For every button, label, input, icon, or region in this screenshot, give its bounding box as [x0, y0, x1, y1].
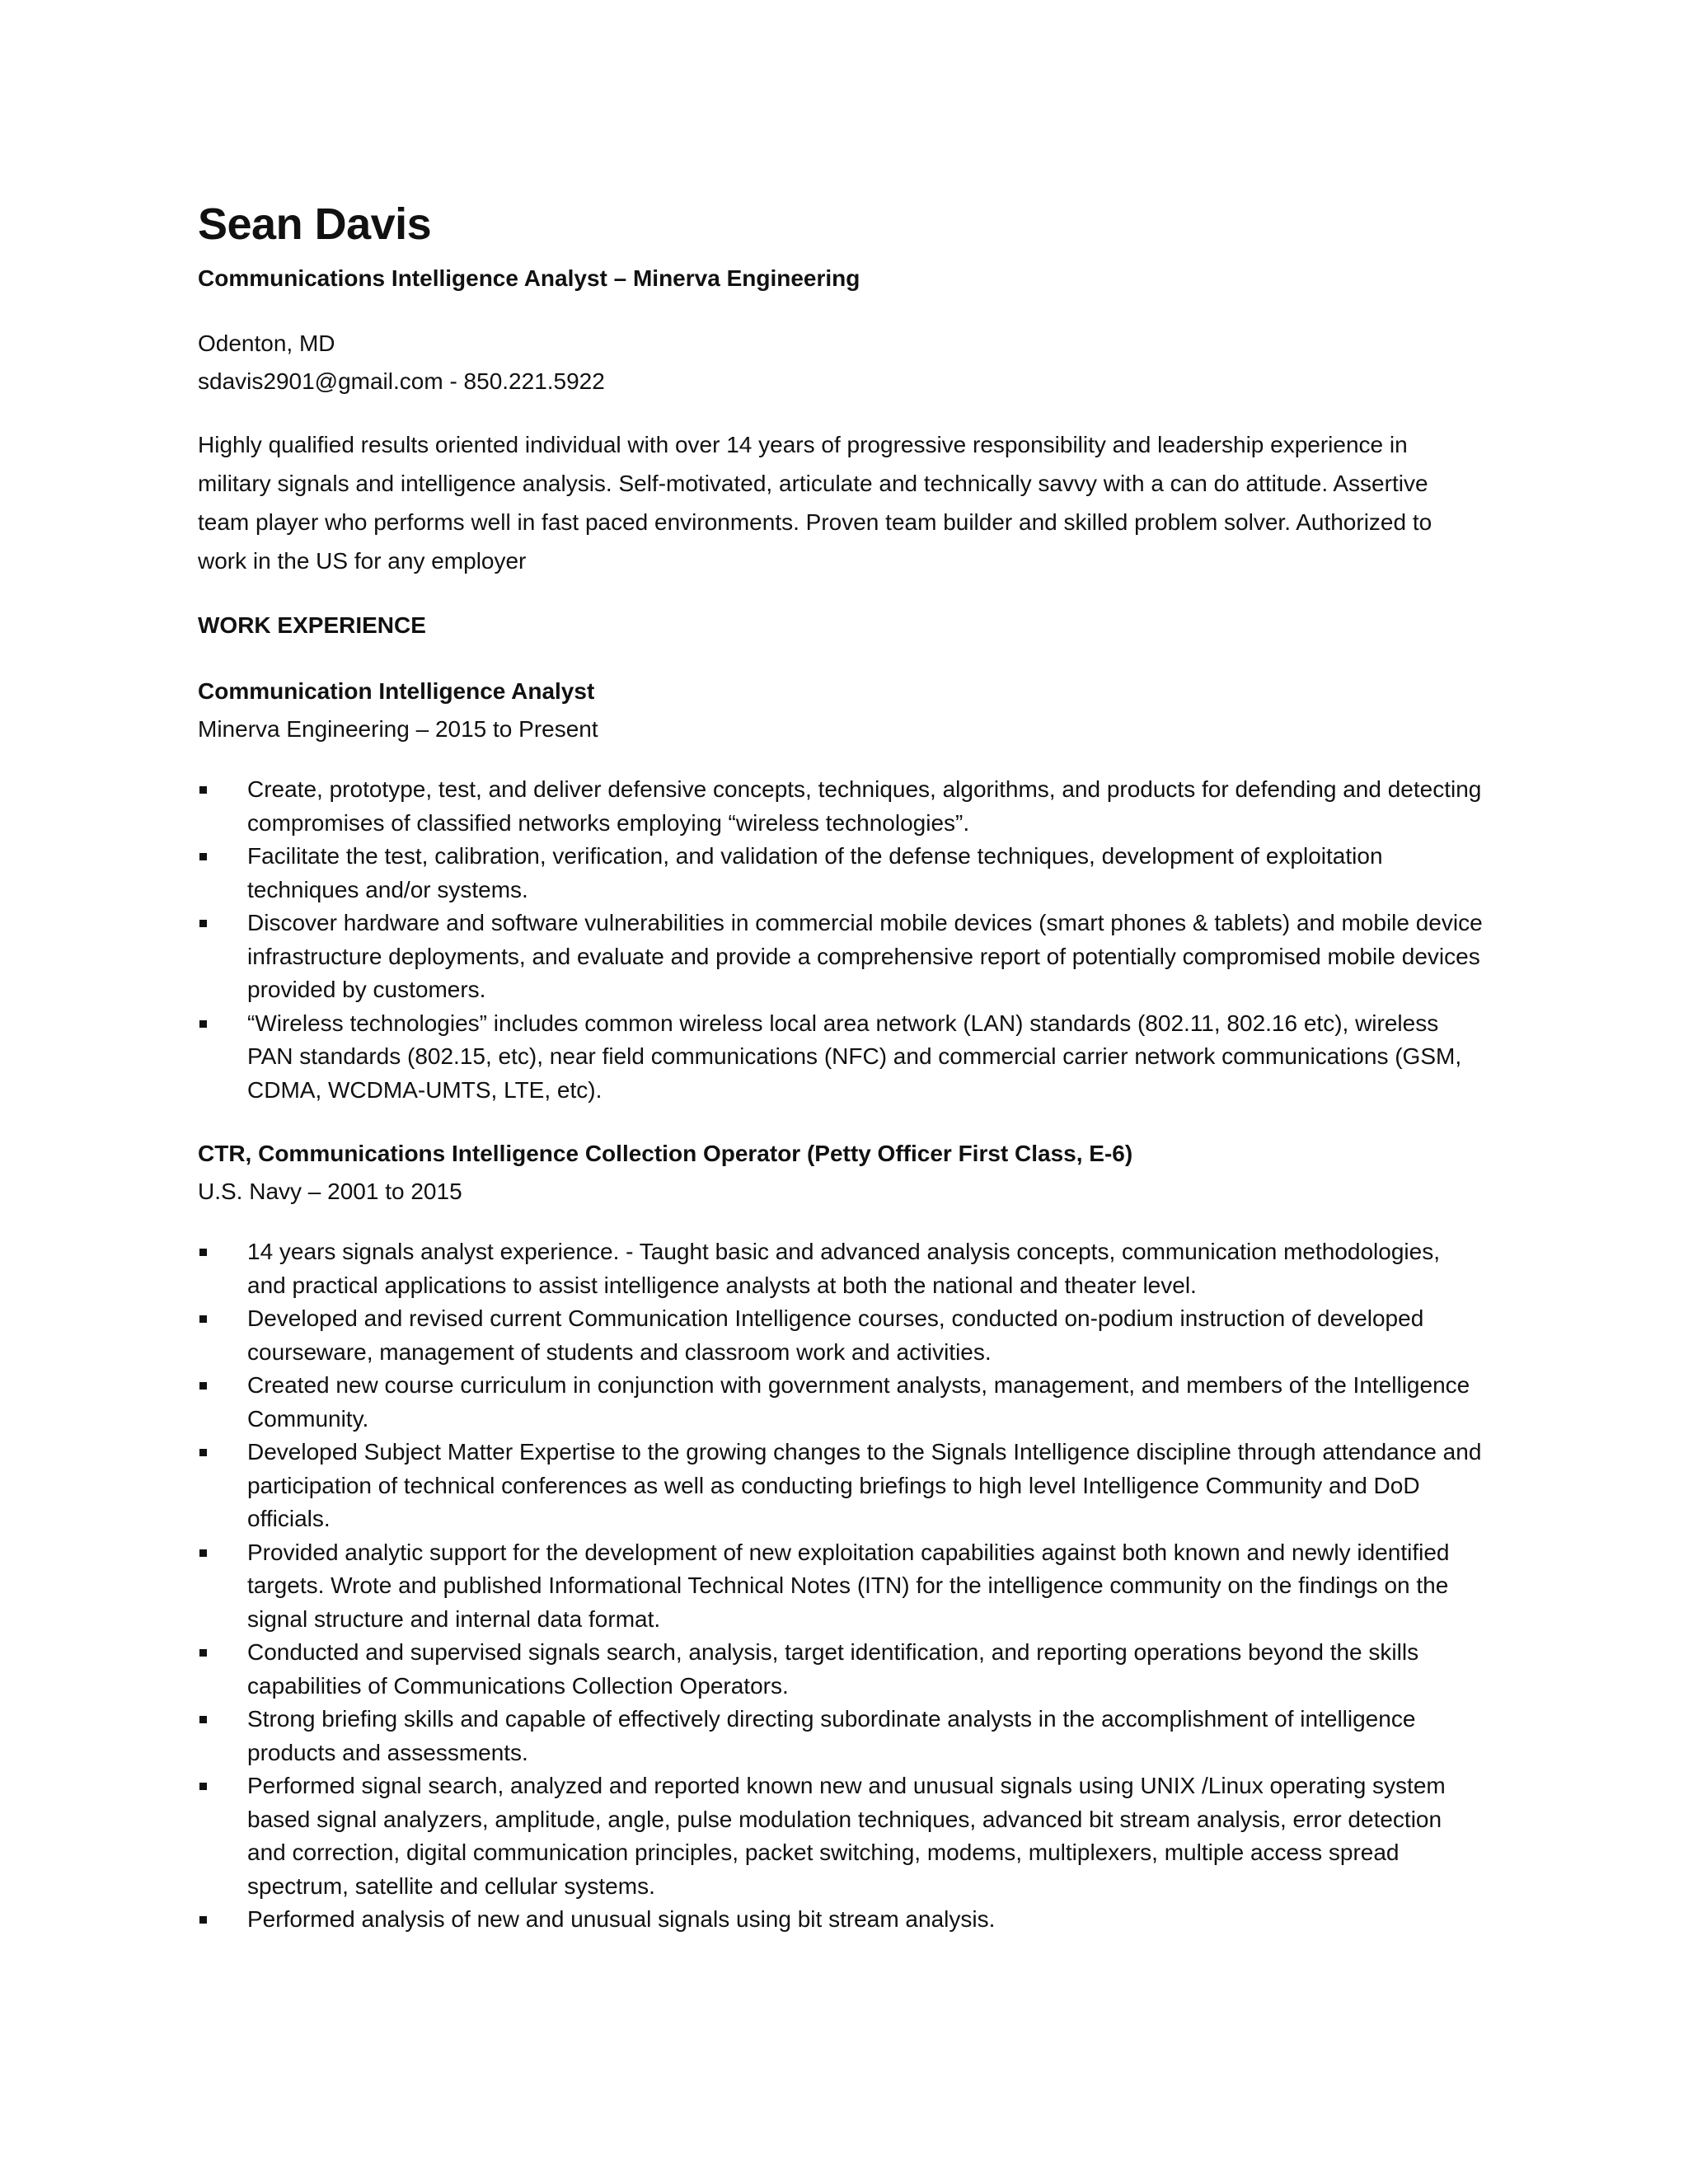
job-bullet-text: Provided analytic support for the development of new exploitation capabilities against both known and newly identified targets. Wrote and published Informational Technical Notes (ITN) for the intelligence community on the findings on the signal structure and internal data format. [247, 1539, 1450, 1632]
job-bullet-text: “Wireless technologies” includes common wireless local area network (LAN) standards (802.11, 802.16 etc), wireless PAN standards (802.15, etc), near field communications (NFC) and commercial carrier network communications (GSM, CDMA, WCDMA-UMTS, LTE, etc). [247, 1010, 1462, 1103]
job-employer-dates: U.S. Navy – 2001 to 2015 [198, 1179, 462, 1204]
job-employer-dates: Minerva Engineering – 2015 to Present [198, 716, 598, 742]
job-title: CTR, Communications Intelligence Collection Operator (Petty Officer First Class, E-6) [198, 1141, 1133, 1166]
bullet-square-icon [199, 1020, 207, 1028]
bullet-square-icon [199, 1649, 207, 1657]
job-bullet-text: Performed signal search, analyzed and reported known new and unusual signals using UNIX /Linux operating system based signal analyzers, amplitude, angle, pulse modulation techniques, advanced bit stream analysis, error detection and correction, digital communication principles, packet switching, modems, multiplexers, multiple access spread spectrum, satellite and cellular systems. [247, 1773, 1446, 1899]
contact-location: Odenton, MD [198, 330, 335, 356]
section-title-work-experience: WORK EXPERIENCE [198, 612, 426, 638]
summary-paragraph: Highly qualified results oriented individual with over 14 years of progressive responsibility and leadership experience in military signals and intelligence analysis. Self-motivated, articulate and technically savvy with a can do attitude. Assertive team player who performs well in fast paced environments. Proven team builder and skilled problem solver. Authorized to work in the US for any employer [198, 432, 1432, 574]
job-entry [198, 1135, 1484, 1937]
bullet-square-icon [199, 1315, 207, 1323]
resume-name: Sean Davis [198, 199, 432, 249]
resume-headline: Communications Intelligence Analyst – Minerva Engineering [198, 265, 860, 291]
job-entry [198, 673, 1484, 1107]
bullet-square-icon [199, 1382, 207, 1390]
resume-page [198, 198, 1484, 1937]
job-bullet [198, 1769, 1484, 1903]
bullet-square-icon [199, 786, 207, 794]
bullet-square-icon [199, 1449, 207, 1456]
job-bullet [198, 907, 1484, 1007]
bullet-square-icon [199, 1716, 207, 1723]
job-title: Communication Intelligence Analyst [198, 678, 595, 704]
job-bullet-list [198, 1235, 1484, 1937]
job-bullet-list [198, 773, 1484, 1107]
job-bullet [198, 773, 1484, 840]
job-bullet [198, 1536, 1484, 1637]
job-bullet-text: Create, prototype, test, and deliver defensive concepts, techniques, algorithms, and products for defending and detecting compromises of classified networks employing “wireless technologies”. [247, 776, 1482, 836]
bullet-square-icon [199, 853, 207, 860]
job-bullet [198, 1436, 1484, 1536]
bullet-square-icon [199, 1549, 207, 1557]
bullet-square-icon [199, 1783, 207, 1790]
job-bullet [198, 1703, 1484, 1769]
job-bullet [198, 1903, 1484, 1937]
job-bullet-text: Facilitate the test, calibration, verification, and validation of the defense techniques, development of exploitation techniques and/or systems. [247, 843, 1383, 902]
job-bullet-text: Created new course curriculum in conjunction with government analysts, management, and members of the Intelligence Community. [247, 1372, 1470, 1432]
contact-email-phone: sdavis2901@gmail.com - 850.221.5922 [198, 368, 605, 394]
job-bullet [198, 1369, 1484, 1436]
job-bullet [198, 1235, 1484, 1302]
bullet-square-icon [199, 920, 207, 927]
job-bullet-text: Strong briefing skills and capable of effectively directing subordinate analysts in the accomplishment of intelligence products and assessments. [247, 1706, 1416, 1765]
bullet-square-icon [199, 1916, 207, 1924]
job-bullet-text: Conducted and supervised signals search, analysis, target identification, and reporting operations beyond the skills capabilities of Communications Collection Operators. [247, 1639, 1419, 1699]
job-bullet [198, 1302, 1484, 1369]
job-bullet [198, 1636, 1484, 1703]
bullet-square-icon [199, 1249, 207, 1256]
job-bullet-text: Developed and revised current Communication Intelligence courses, conducted on-podium instruction of developed courseware, management of students and classroom work and activities. [247, 1305, 1424, 1365]
job-bullet-text: Discover hardware and software vulnerabilities in commercial mobile devices (smart phones & tablets) and mobile device infrastructure deployments, and evaluate and provide a comprehensive report of potentially compromised mobile devices provided by customers. [247, 910, 1483, 1002]
contact-block [198, 325, 1484, 401]
job-bullet [198, 840, 1484, 907]
job-bullet-text: Developed Subject Matter Expertise to the growing changes to the Signals Intelligence discipline through attendance and participation of technical conferences as well as conducting briefings to high level Intelligence Community and DoD officials. [247, 1439, 1482, 1531]
job-bullet-text: 14 years signals analyst experience. - Taught basic and advanced analysis concepts, communication methodologies, and practical applications to assist intelligence analysts at both the national and theater level. [247, 1239, 1440, 1298]
job-bullet-text: Performed analysis of new and unusual signals using bit stream analysis. [247, 1906, 996, 1932]
job-bullet [198, 1007, 1484, 1108]
